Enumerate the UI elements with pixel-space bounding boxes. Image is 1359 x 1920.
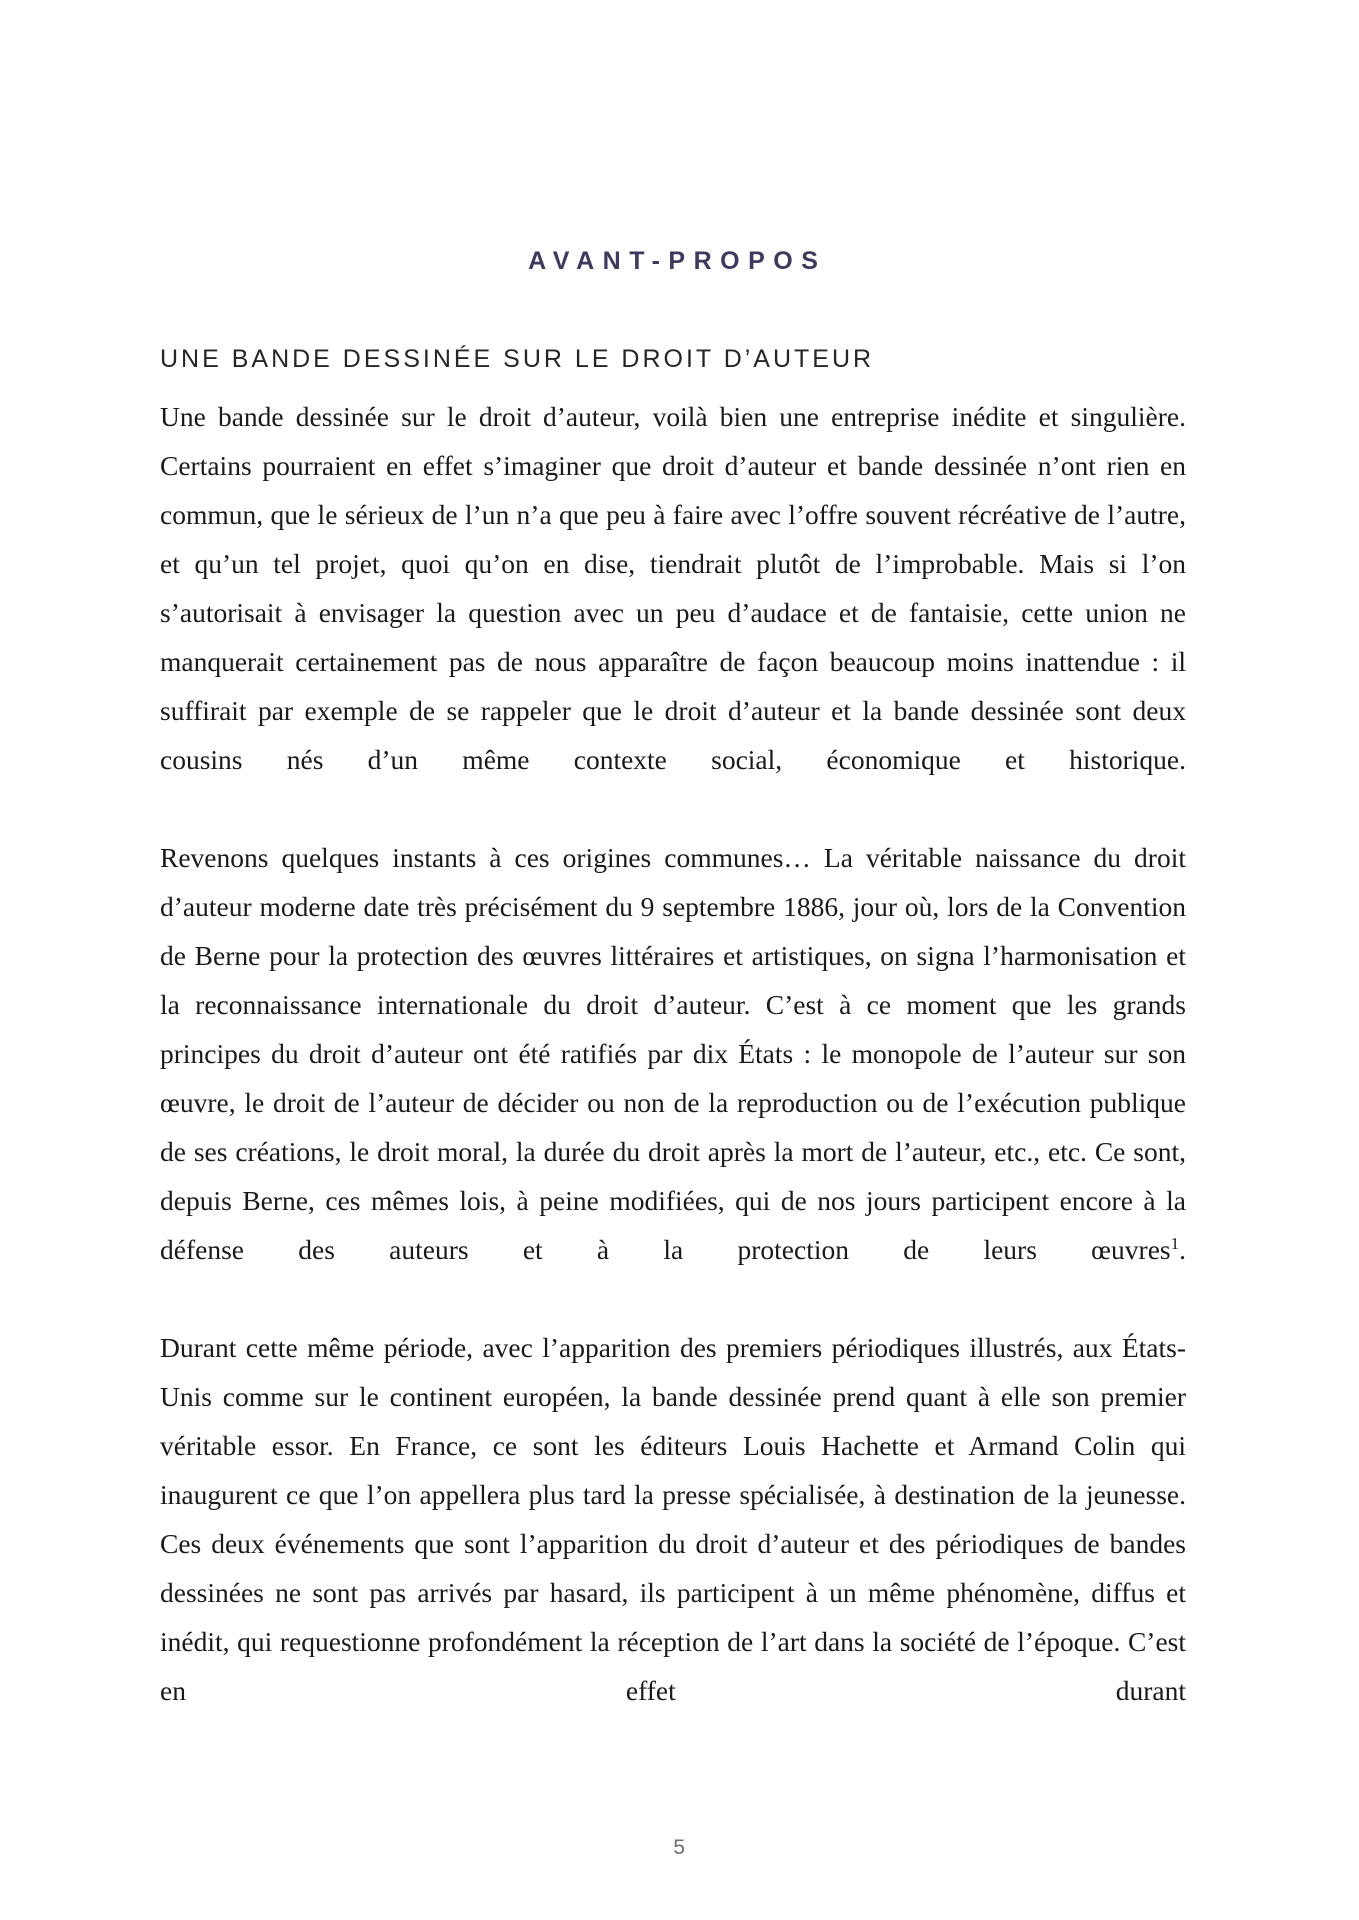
paragraph-2-text: Revenons quelques instants à ces origines communes… La véritable naissance du droit d’auteur moderne date très précisément du 9 septembre 1886, jour où, lors de la Convention de Berne pour la protection des œuvres littéraires et artistiques, on signa l’harmonisation et la reconnaissance internationale du droit d’auteur. C’est à ce moment que les grands principes du droit d’auteur ont été ratifiés par dix États : le monopole de l’auteur sur son œuvre, le droit de l’auteur de décider ou non de la reproduction ou de l’exécution publique de ses créations, le droit moral, la durée du droit après la mort de l’auteur, etc., etc. Ce sont, depuis Berne, ces mêmes lois, à peine modifiées, qui de nos jours participent encore à la défense des auteurs et à la protection de leurs œuvres [160,842,1186,1265]
page-number: 5 [673,1836,686,1859]
paragraph-2 [160,833,1186,1323]
paragraph-1: Une bande dessinée sur le droit d’auteur, voilà bien une entreprise inédite et singulière. Certains pourraient en effet s’imaginer que droit d’auteur et bande dessinée n’ont rien en commun, que le sérieux de l’un n’a que peu à faire avec l’offre souvent récréative de l’autre, et qu’un tel projet, quoi qu’on en dise, tiendrait plutôt de l’improbable. Mais si l’on s’autorisait à envisager la question avec un peu d’audace et de fantaisie, cette union ne manquerait certainement pas de nous apparaître de façon beaucoup moins inattendue : il suffirait par exemple de se rappeler que le droit d’auteur et la bande dessinée sont deux cousins nés d’un même contexte social, économique et historique. [160,401,1186,775]
paragraph-2-tail: . [1179,1234,1186,1265]
paragraph-3: Durant cette même période, avec l’apparition des premiers périodiques illustrés, aux États-Unis comme sur le continent européen, la bande dessinée prend quant à elle son premier véritable essor. En France, ce sont les éditeurs Louis Hachette et Armand Colin qui inaugurent ce que l’on appellera plus tard la presse spécialisée, à destination de la jeunesse. Ces deux événements que sont l’apparition du droit d’auteur et des périodiques de bandes dessinées ne sont pas arrivés par hasard, ils participent à un même phénomène, diffus et inédit, qui requestionne profondément la réception de l’art dans la société de l’époque. C’est en effet durant [160,1332,1186,1706]
footnote-reference-1[interactable]: 1 [1170,1233,1180,1253]
page-title: AVANT-PROPOS [528,247,827,275]
body-text [160,392,1186,1764]
section-heading: UNE BANDE DESSINÉE SUR LE DROIT D’AUTEUR [160,345,875,373]
